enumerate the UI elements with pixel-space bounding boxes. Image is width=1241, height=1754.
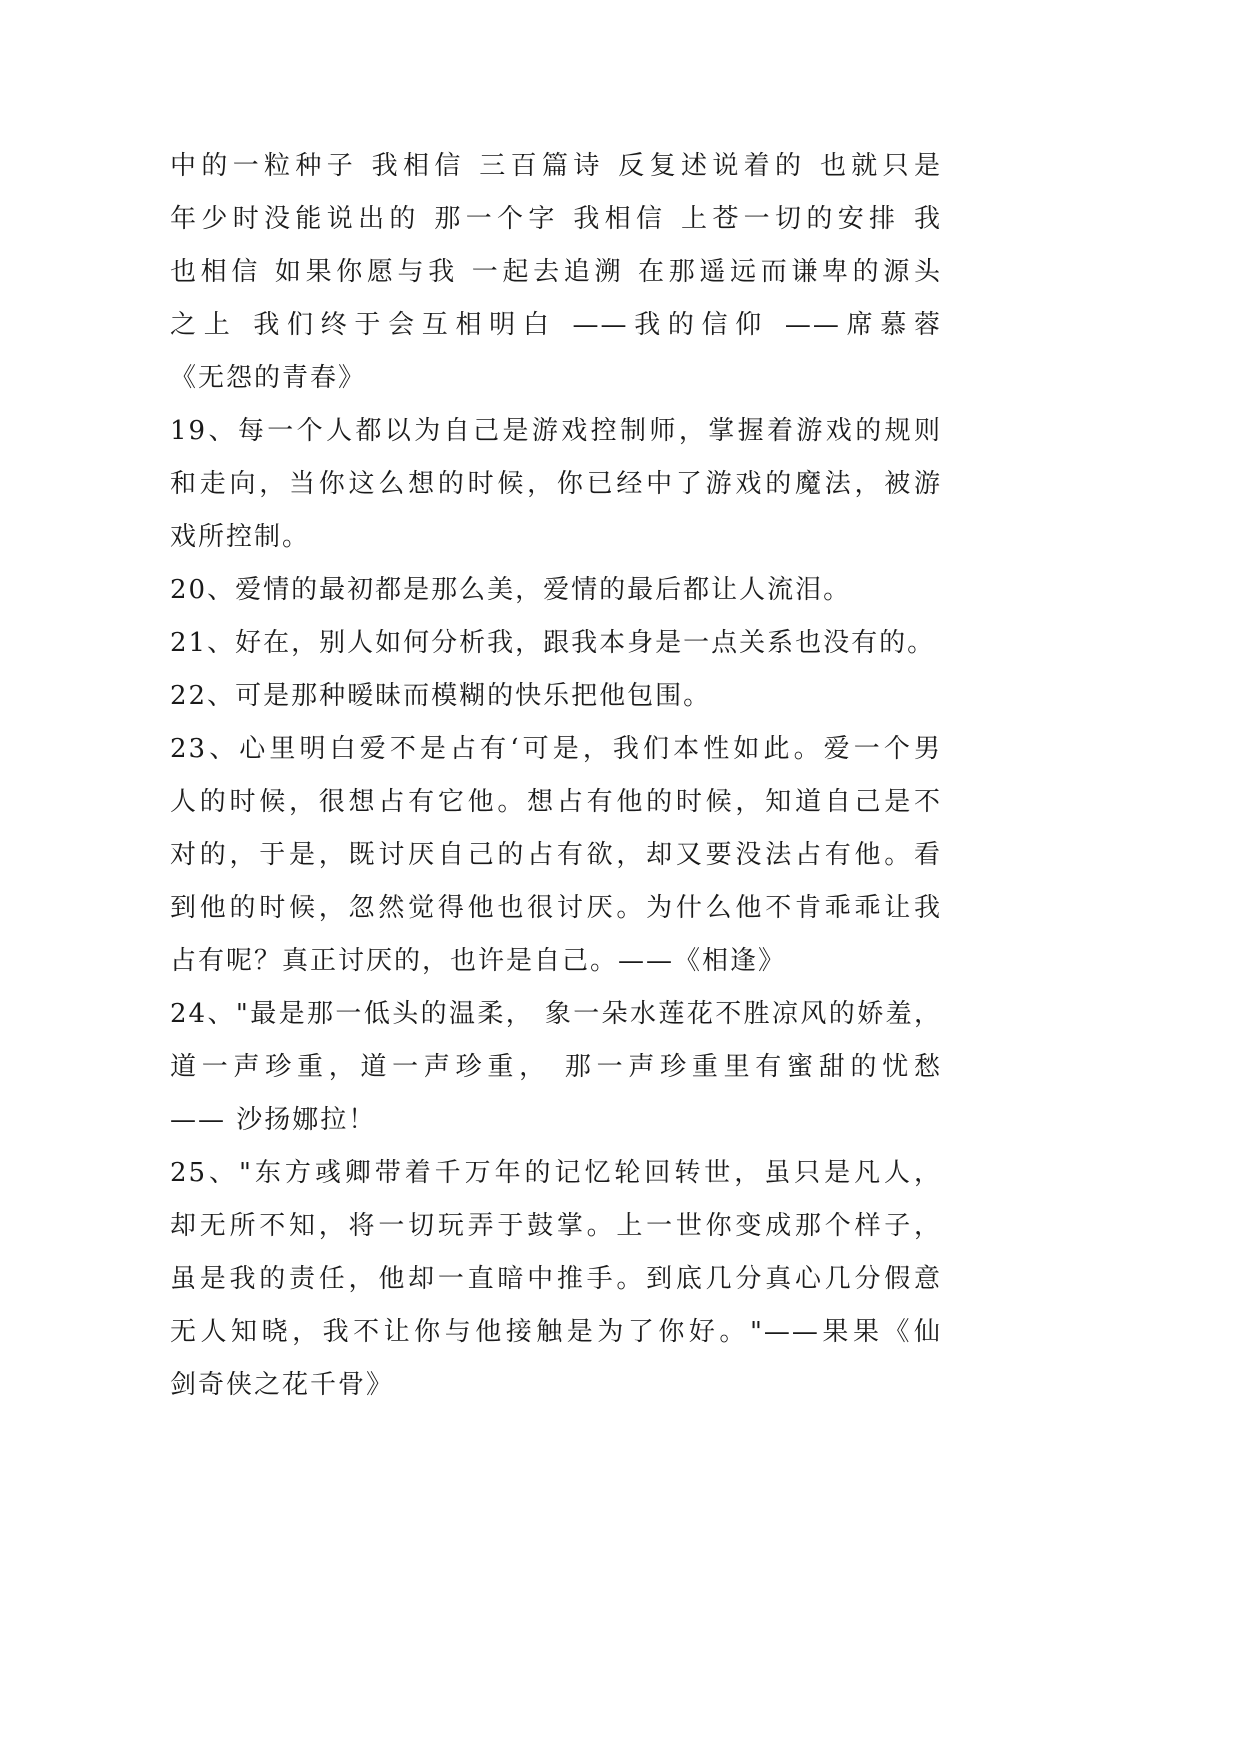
text-line: 占有呢？真正讨厌的，也许是自己。——《相逢》	[170, 946, 787, 976]
text-line: 无人知晓，我不让你与他接触是为了你好。"——果果《仙	[170, 1317, 942, 1347]
text-line: 剑奇侠之花千骨》	[170, 1370, 395, 1400]
document-body	[170, 140, 942, 1412]
text-line: 19、每一个人都以为自己是游戏控制师，掌握着游戏的规则	[170, 416, 942, 446]
text-line: 戏所控制。	[170, 522, 311, 552]
text-line: 人的时候，很想占有它他。想占有他的时候，知道自己是不	[170, 787, 942, 817]
text-line: 道一声珍重，道一声珍重， 那一声珍重里有蜜甜的忧愁	[170, 1052, 942, 1082]
text-line: 《无怨的青春》	[170, 363, 367, 393]
text-line: 也相信 如果你愿与我 一起去追溯 在那遥远而谦卑的源头	[170, 257, 942, 287]
text-line: 年少时没能说出的 那一个字 我相信 上苍一切的安排 我	[170, 204, 942, 234]
text-line: 25、"东方彧卿带着千万年的记忆轮回转世，虽只是凡人，	[170, 1158, 942, 1188]
text-line: 21、好在，别人如何分析我，跟我本身是一点关系也没有的。	[170, 628, 936, 658]
text-line: 23、心里明白爱不是占有‘可是，我们本性如此。爱一个男	[170, 734, 942, 764]
text-line: —— 沙扬娜拉！	[170, 1105, 377, 1135]
text-line: 中的一粒种子 我相信 三百篇诗 反复述说着的 也就只是	[170, 151, 942, 181]
text-line: 24、"最是那一低头的温柔， 象一朵水莲花不胜凉风的娇羞，	[170, 999, 942, 1029]
text-line: 之上 我们终于会互相明白 ——我的信仰 ——席慕蓉	[170, 310, 942, 340]
text-line: 20、爱情的最初都是那么美，爱情的最后都让人流泪。	[170, 575, 852, 605]
text-line: 到他的时候，忽然觉得他也很讨厌。为什么他不肯乖乖让我	[170, 893, 942, 923]
text-line: 虽是我的责任，他却一直暗中推手。到底几分真心几分假意	[170, 1264, 942, 1294]
text-line: 22、可是那种暧昧而模糊的快乐把他包围。	[170, 681, 712, 711]
text-line: 却无所不知，将一切玩弄于鼓掌。上一世你变成那个样子，	[170, 1211, 942, 1241]
text-line: 和走向，当你这么想的时候，你已经中了游戏的魔法，被游	[170, 469, 942, 499]
text-line: 对的，于是，既讨厌自己的占有欲，却又要没法占有他。看	[170, 840, 942, 870]
